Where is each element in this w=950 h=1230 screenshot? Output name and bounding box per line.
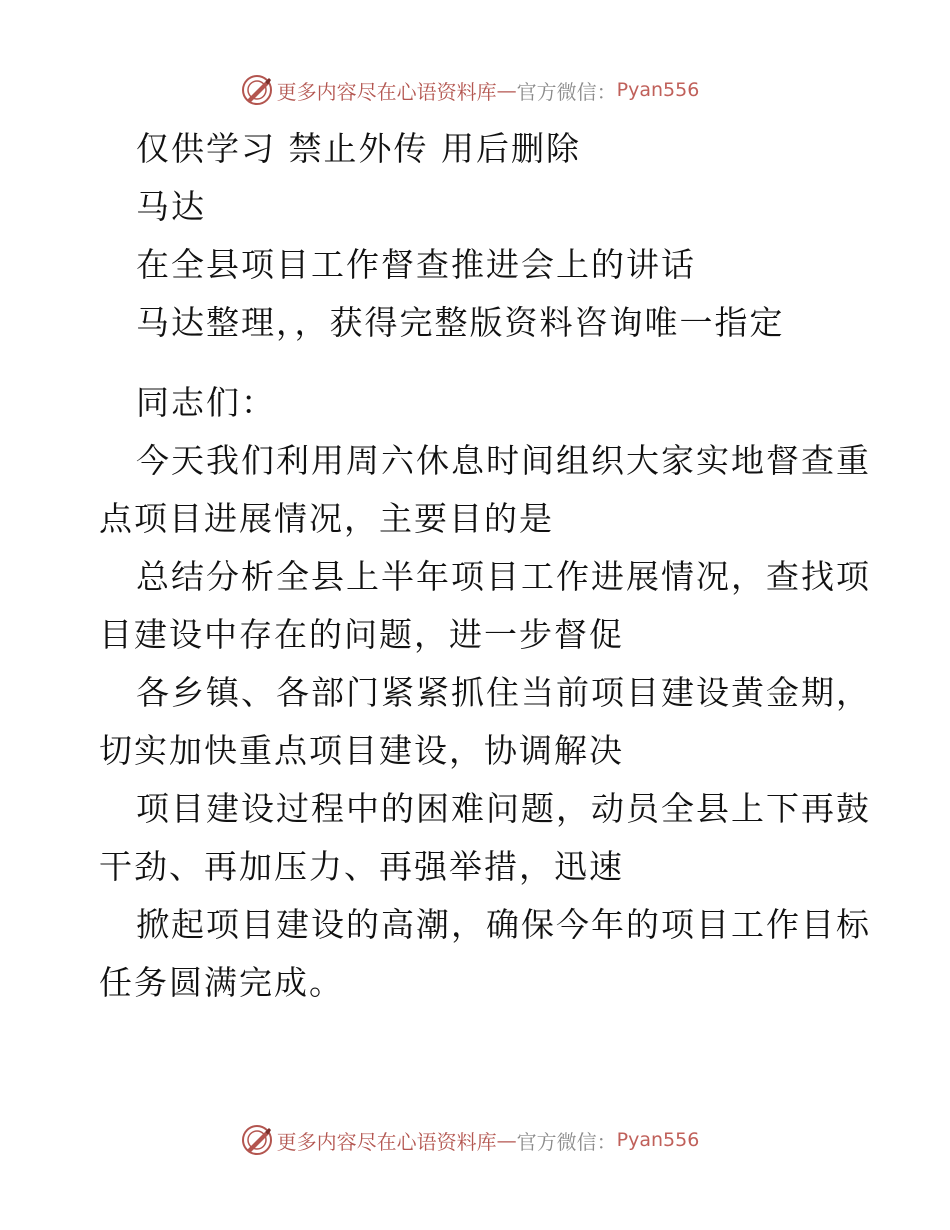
body-line: 点项目进展情况，主要目的是 xyxy=(99,499,554,538)
watermark-wechat-id: Pyan556 xyxy=(616,1129,700,1151)
watermark-wechat-id: Pyan556 xyxy=(616,79,700,101)
document-content xyxy=(99,120,871,1012)
body-line: 掀起项目建设的高潮，确保今年的项目工作目标 xyxy=(136,905,871,944)
watermark-dash: — xyxy=(496,78,517,102)
speech-title: 在全县项目工作督查推进会上的讲话 xyxy=(136,245,696,284)
greeting: 同志们： xyxy=(136,383,276,422)
body-line: 干劲、再加压力、再强举措，迅速 xyxy=(99,847,624,886)
body-line: 切实加快重点项目建设，协调解决 xyxy=(99,731,624,770)
spacer xyxy=(99,352,859,374)
compiler-note: 马达整理，，获得完整版资料咨询唯一指定 xyxy=(136,303,785,342)
watermark-top xyxy=(0,70,950,110)
watermark-bottom xyxy=(0,1120,950,1160)
body-line: 各乡镇、各部门紧紧抓住当前项目建设黄金期， xyxy=(136,673,871,712)
speech-body xyxy=(99,432,871,1012)
quill-pen-logo-icon xyxy=(241,74,273,106)
watermark-text: 更多内容尽在心语资料库 xyxy=(276,79,497,104)
watermark-official-label: 官方微信： xyxy=(516,1129,617,1154)
body-line: 总结分析全县上半年项目工作进展情况，查找项 xyxy=(136,557,871,596)
body-line: 项目建设过程中的困难问题，动员全县上下再鼓 xyxy=(136,789,871,828)
body-line: 任务圆满完成。 xyxy=(99,963,344,1002)
notice-line: 仅供学习 禁止外传 用后删除 xyxy=(136,129,581,168)
watermark-dash: — xyxy=(496,1128,517,1152)
body-line: 今天我们利用周六休息时间组织大家实地督查重 xyxy=(136,441,871,480)
body-line: 目建设中存在的问题，进一步督促 xyxy=(99,615,624,654)
quill-pen-logo-icon xyxy=(241,1124,273,1156)
author-name: 马达 xyxy=(136,187,206,226)
watermark-text: 更多内容尽在心语资料库 xyxy=(276,1129,497,1154)
watermark-official-label: 官方微信： xyxy=(516,79,617,104)
